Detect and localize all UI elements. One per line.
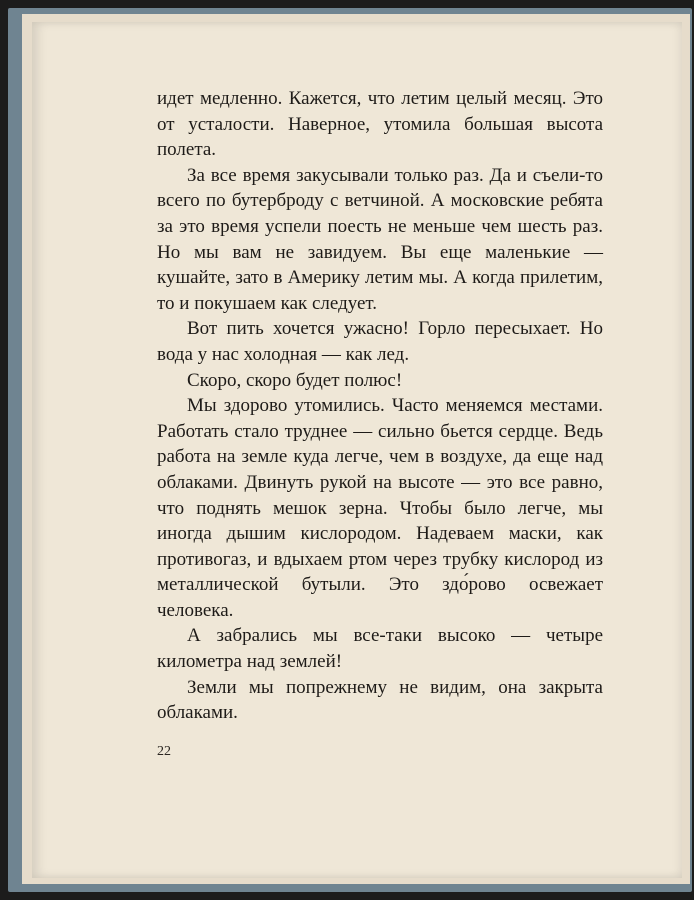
- page-number: 22: [157, 744, 171, 759]
- paragraph: А забрались мы все-таки высоко — четыре километра над землей!: [157, 625, 603, 673]
- paragraph: идет медленно. Кажется, что летим целый месяц. Это от усталости. Наверное, утомила большая высота полета.: [157, 88, 603, 161]
- paragraph: Вот пить хочется ужасно! Горло пересыхает. Но вода у нас холодная — как лед.: [157, 318, 603, 365]
- paragraph: За все время закусывали только раз. Да и съели-то всего по бутерброду с ветчиной. А московские ребята за это время успели поесть не меньше чем шесть раз. Но мы вам не завидуем. Вы еще маленькие — кушайте, зато в Америку летим мы. А когда прилетим, то и покушаем как следует.: [157, 164, 603, 314]
- body-text: [157, 86, 603, 726]
- paragraph: Скоро, скоро будет полюс!: [187, 369, 403, 391]
- paragraph: Земли мы попрежнему не видим, она закрыта облаками.: [157, 676, 603, 724]
- paragraph: Мы здорово утомились. Часто меняемся местами. Работать стало труднее — сильно бьется сердце. Ведь работа на земле куда легче, чем в воздухе, да еще над облаками. Двинуть рукой на высоте — это все равно, что поднять мешок зерна. Чтобы было легче, мы иногда дышим кислородом. Надеваем маски, как противогаз, и вдыхаем ртом через трубку кислород из металлической бутыли. Это здо́рово освежает человека.: [157, 395, 603, 621]
